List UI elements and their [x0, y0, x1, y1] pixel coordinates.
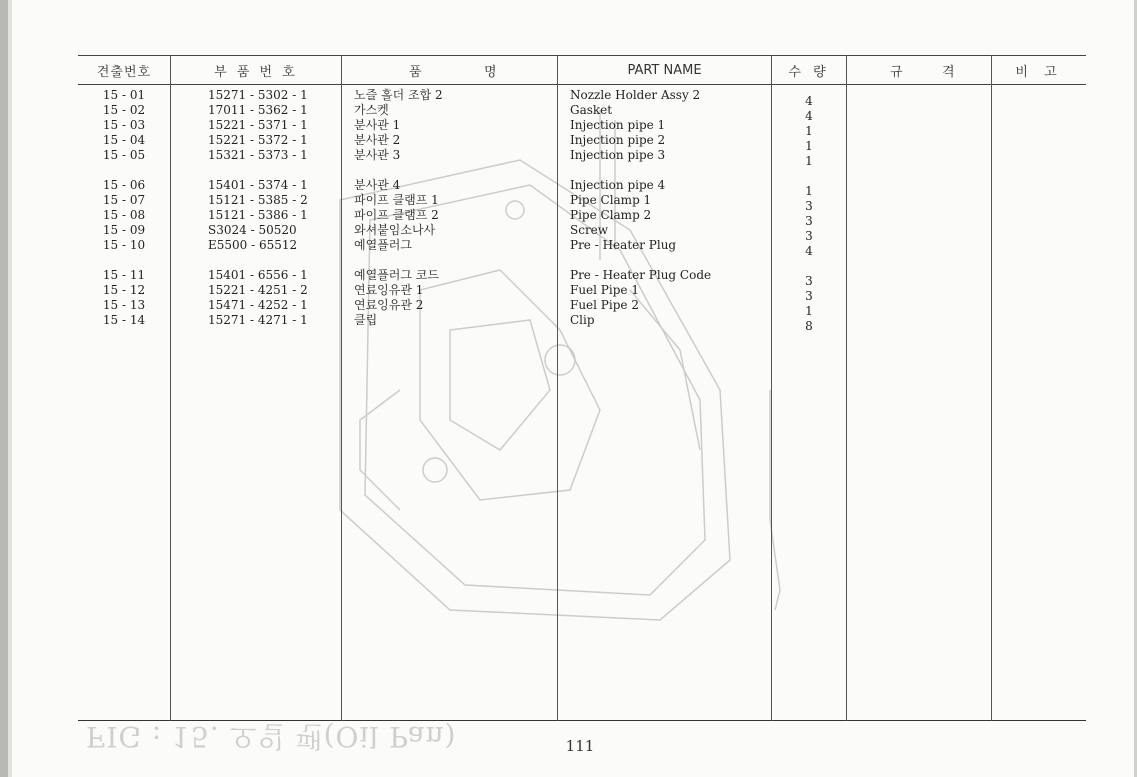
qty-cell: 1 [805, 304, 813, 318]
header-part-no: 부 품 번 호 [214, 64, 298, 80]
fig-no-cell: 15 - 04 [102, 133, 146, 147]
binding-edge-highlight [8, 0, 12, 777]
col-divider [341, 55, 342, 721]
part-no-column [208, 88, 308, 328]
name-kr-cell: 분사관 2 [354, 133, 401, 147]
part-name-column [570, 88, 711, 328]
fig-no-cell: 15 - 11 [102, 268, 146, 282]
fig-no-cell: 15 - 12 [102, 283, 146, 297]
part-name-cell: Injection pipe 2 [570, 133, 666, 147]
fig-no-cell: 15 - 14 [102, 313, 146, 327]
col-divider [991, 55, 992, 721]
fig-no-cell: 15 - 08 [102, 208, 146, 222]
group-spacer [570, 253, 711, 268]
part-name-cell: Nozzle Holder Assy 2 [570, 88, 701, 102]
group-spacer [208, 253, 308, 268]
qty-cell: 1 [805, 184, 813, 198]
part-name-cell: Pre - Heater Plug Code [570, 268, 712, 282]
qty-cell: 1 [805, 154, 813, 168]
part-name-cell: Pipe Clamp 2 [570, 208, 652, 222]
name-kr-cell: 분사관 4 [354, 178, 401, 192]
parts-table [78, 55, 1086, 721]
header-name-kr-part1: 품 [409, 64, 423, 80]
part-no-cell: S3024 - 50520 [208, 223, 297, 237]
group-spacer [354, 253, 443, 268]
part-name-cell: Fuel Pipe 2 [570, 298, 639, 312]
part-no-cell: 15221 - 5372 - 1 [208, 133, 308, 147]
part-no-cell: 15121 - 5386 - 1 [208, 208, 308, 222]
binding-edge [0, 0, 8, 777]
part-name-cell: Pre - Heater Plug [570, 238, 677, 252]
group-spacer [354, 163, 443, 178]
qty-cell: 4 [805, 244, 813, 258]
name-kr-cell: 연료잉유관 2 [354, 298, 424, 312]
fig-no-cell: 15 - 13 [102, 298, 146, 312]
qty-cell: 3 [805, 289, 813, 303]
fig-no-cell: 15 - 10 [102, 238, 146, 252]
header-spec-part2: 격 [942, 64, 956, 80]
header-fig-no: 견출번호 [96, 64, 152, 80]
part-name-cell: Injection pipe 1 [570, 118, 666, 132]
name-kr-cell: 가스켓 [354, 103, 389, 117]
name-kr-cell: 예열플러그 코드 [354, 268, 439, 282]
fig-no-cell: 15 - 05 [102, 148, 146, 162]
part-name-cell: Fuel Pipe 1 [570, 283, 639, 297]
part-no-cell: 15271 - 5302 - 1 [208, 88, 308, 102]
qty-cell: 1 [805, 124, 813, 138]
part-name-cell: Injection pipe 4 [570, 178, 666, 192]
group-spacer [772, 169, 846, 184]
qty-column [772, 94, 846, 334]
part-name-cell: Injection pipe 3 [570, 148, 666, 162]
part-name-cell: Pipe Clamp 1 [570, 193, 652, 207]
header-qty: 수 량 [788, 64, 830, 80]
qty-cell: 3 [805, 229, 813, 243]
col-divider [170, 55, 171, 721]
group-spacer [772, 259, 846, 274]
page-number: 111 [565, 737, 595, 755]
fig-no-cell: 15 - 09 [102, 223, 146, 237]
name-kr-cell: 예열플러그 [354, 238, 412, 252]
qty-cell: 1 [805, 139, 813, 153]
group-spacer [570, 163, 711, 178]
name-kr-cell: 분사관 1 [354, 118, 401, 132]
part-no-cell: 15221 - 4251 - 2 [208, 283, 308, 297]
qty-cell: 3 [805, 214, 813, 228]
header-name-kr [342, 56, 557, 84]
fig-no-cell: 15 - 03 [102, 118, 146, 132]
part-name-cell: Screw [570, 223, 609, 237]
part-no-cell: 15121 - 5385 - 2 [208, 193, 308, 207]
part-no-cell: E5500 - 65512 [208, 238, 298, 252]
header-name-kr-part2: 명 [484, 64, 498, 80]
name-kr-cell: 분사관 3 [354, 148, 401, 162]
fig-no-cell: 15 - 01 [102, 88, 146, 102]
col-divider [557, 55, 558, 721]
fig-no-column [78, 88, 170, 328]
header-remarks: 비 고 [1015, 64, 1063, 80]
part-no-cell: 15401 - 6556 - 1 [208, 268, 308, 282]
qty-cell: 4 [805, 94, 813, 108]
part-no-cell: 15321 - 5373 - 1 [208, 148, 308, 162]
group-spacer [208, 163, 308, 178]
fig-no-cell: 15 - 06 [102, 178, 146, 192]
part-name-cell: Clip [570, 313, 595, 327]
qty-cell: 3 [805, 274, 813, 288]
name-kr-cell: 연료잉유관 1 [354, 283, 424, 297]
name-kr-cell: 파이프 클램프 1 [354, 193, 439, 207]
part-no-cell: 15471 - 4252 - 1 [208, 298, 308, 312]
part-no-cell: 17011 - 5362 - 1 [208, 103, 308, 117]
fig-no-cell: 15 - 07 [102, 193, 146, 207]
header-part-name: PART NAME [627, 62, 702, 78]
part-no-cell: 15401 - 5374 - 1 [208, 178, 308, 192]
fig-no-cell: 15 - 02 [102, 103, 146, 117]
part-name-cell: Gasket [570, 103, 613, 117]
name-kr-cell: 와셔붙임소나사 [354, 223, 436, 237]
part-no-cell: 15271 - 4271 - 1 [208, 313, 308, 327]
col-divider [846, 55, 847, 721]
header-spec [847, 56, 991, 84]
name-kr-cell: 파이프 클램프 2 [354, 208, 439, 222]
bleed-through-caption: FIG : 15. 오일 팬(Oil Pan) [86, 720, 457, 753]
header-spec-part1: 규 [890, 64, 904, 80]
name-kr-cell: 노즐 홀더 조합 2 [354, 88, 443, 102]
header-bottom-rule [78, 84, 1086, 85]
part-no-cell: 15221 - 5371 - 1 [208, 118, 308, 132]
group-spacer [78, 253, 170, 268]
qty-cell: 8 [805, 319, 813, 333]
qty-cell: 4 [805, 109, 813, 123]
group-spacer [78, 163, 170, 178]
name-kr-column [354, 88, 443, 328]
qty-cell: 3 [805, 199, 813, 213]
name-kr-cell: 클립 [354, 313, 378, 327]
